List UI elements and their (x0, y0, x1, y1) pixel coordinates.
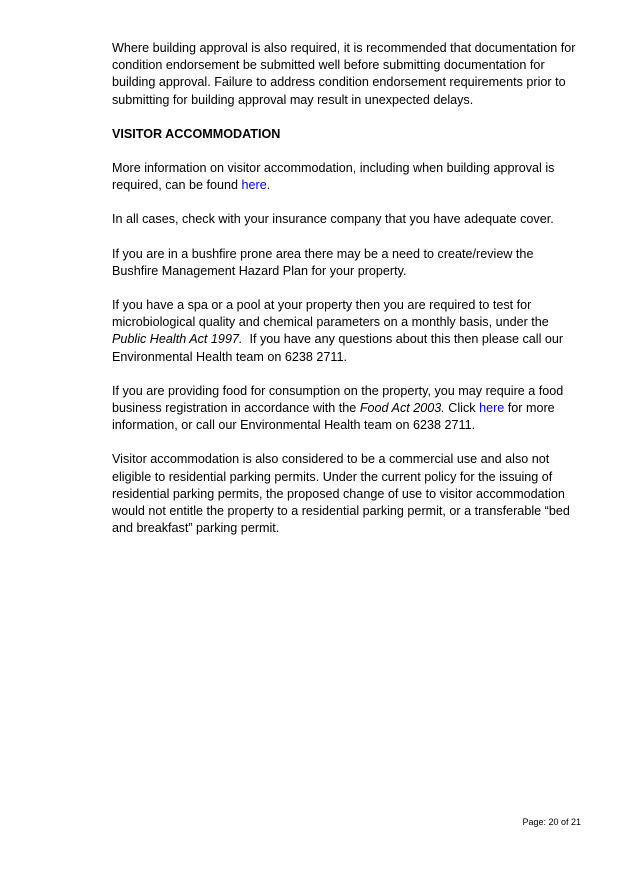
paragraph-bushfire: If you are in a bushfire prone area there may be a need to create/review the Bushfire Management Hazard Plan for your property. (112, 246, 534, 278)
paragraph-insurance: In all cases, check with your insurance company that you have adequate cover. (112, 212, 554, 227)
paragraph-text: If you have any questions about this then please call our Environmental Health team on 6238 2711. (112, 332, 567, 364)
paragraph-more-info (112, 160, 582, 194)
document-body (112, 40, 582, 554)
paragraph-text: for more information, or call our Environmental Health team on 6238 2711. (112, 401, 555, 433)
paragraph-food (112, 383, 582, 435)
act-title: Public Health Act 1997. (112, 332, 243, 347)
here-link-visitor-info[interactable]: here (241, 178, 267, 193)
paragraph-text: If you have a spa or a pool at your property then you are required to test for microbiological quality and chemical parameters on a monthly basis, under the (112, 298, 549, 330)
page-number: Page: 20 of 21 (522, 817, 581, 827)
paragraph-text: . (266, 178, 271, 193)
paragraph-spa-pool (112, 297, 582, 366)
paragraph-text: If you are providing food for consumption on the property, you may require a food business registration in accordance with the (112, 383, 564, 416)
here-link-food-registration[interactable]: here (479, 401, 505, 416)
paragraph-text: Click (444, 401, 480, 416)
paragraph-building-approval: Where building approval is also required, it is recommended that documentation for condition endorsement be submitted well before submitting documentation for building approval. Failure to address condition endorsement requirements prior to submitting for building approval may result in unexpected delays. (112, 41, 576, 107)
act-title: Food Act 2003. (359, 401, 445, 416)
paragraph-parking: Visitor accommodation is also considered to be a commercial use and also not eligible to residential parking permits. Under the current policy for the issuing of residential parking permits, the proposed change of use to visitor accommodation would not entitle the property to a residential parking permit, or a transferable “bed and breakfast” parking permit. (112, 452, 570, 536)
paragraph-text: More information on visitor accommodation, including when building approval is required, can be found (112, 161, 555, 193)
section-heading: VISITOR ACCOMMODATION (112, 126, 281, 141)
